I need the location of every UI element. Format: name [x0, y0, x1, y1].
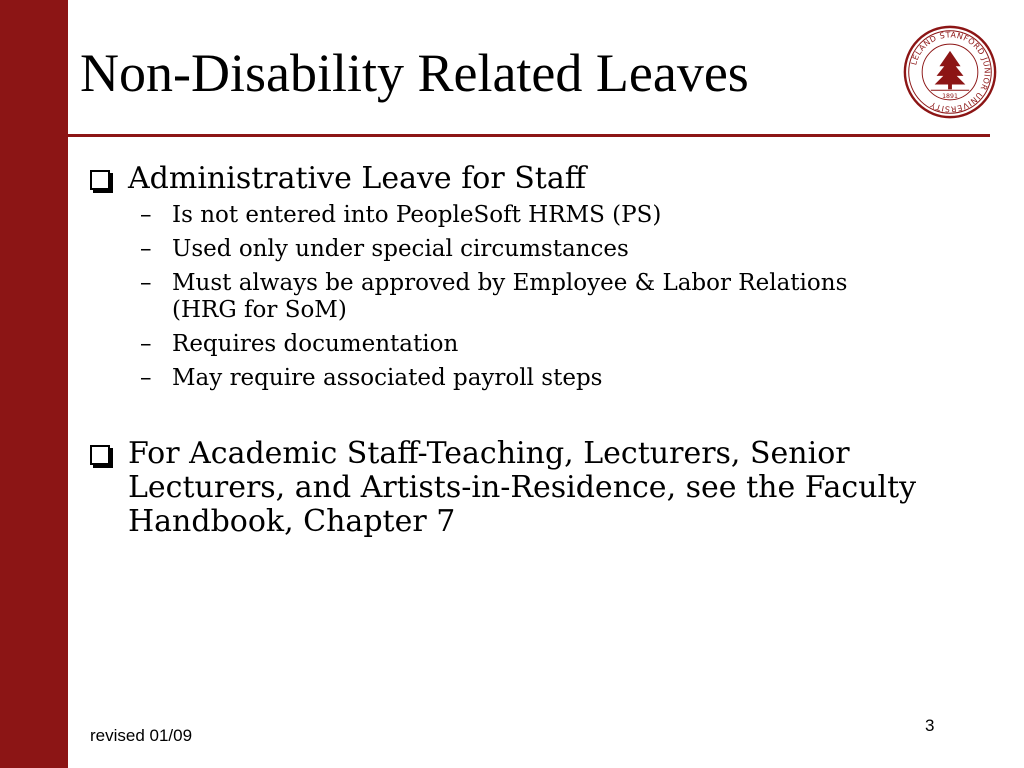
dash-icon: – — [140, 202, 152, 228]
sub-bullet-item — [90, 365, 892, 392]
revision-date: revised 01/09 — [90, 726, 193, 745]
dash-icon: – — [140, 365, 152, 391]
sub-bullet-text: Is not entered into PeopleSoft HRMS (PS) — [172, 202, 662, 228]
bullet-text: For Academic Staff-Teaching, Lecturers, Senior Lecturers, and Artists-in-Residence, see the Faculty Handbook, Chapter 7 — [128, 436, 917, 539]
dash-icon: – — [140, 270, 152, 296]
sub-bullet-text: Used only under special circumstances — [172, 236, 629, 262]
dash-icon: – — [140, 331, 152, 357]
page-number: 3 — [925, 716, 935, 735]
sub-bullet-text: Requires documentation — [172, 331, 459, 357]
sub-bullet-item — [90, 270, 892, 324]
dash-icon: – — [140, 236, 152, 262]
slide-title: Non-Disability Related Leaves — [80, 43, 749, 103]
sub-bullet-text: Must always be approved by Employee & Labor Relations (HRG for SoM) — [172, 270, 848, 323]
sub-bullet-item — [90, 331, 892, 358]
title-divider — [68, 134, 990, 137]
slide-content — [90, 162, 990, 539]
sub-bullet-text: May require associated payroll steps — [172, 365, 603, 391]
bullet-text: Administrative Leave for Staff — [128, 161, 587, 196]
checkbox-square-icon — [90, 445, 110, 465]
sub-bullet-list — [90, 202, 990, 392]
checkbox-square-icon — [90, 170, 110, 190]
bullet-item — [90, 162, 990, 196]
sub-bullet-item — [90, 202, 892, 229]
stanford-seal-icon — [902, 24, 998, 120]
sub-bullet-item — [90, 236, 892, 263]
seal-year: 1891 — [942, 92, 958, 100]
left-accent-bar — [0, 0, 68, 768]
seal-text: LELAND STANFORD JUNIOR UNIVERSITY — [909, 30, 992, 114]
bullet-item — [90, 437, 928, 539]
